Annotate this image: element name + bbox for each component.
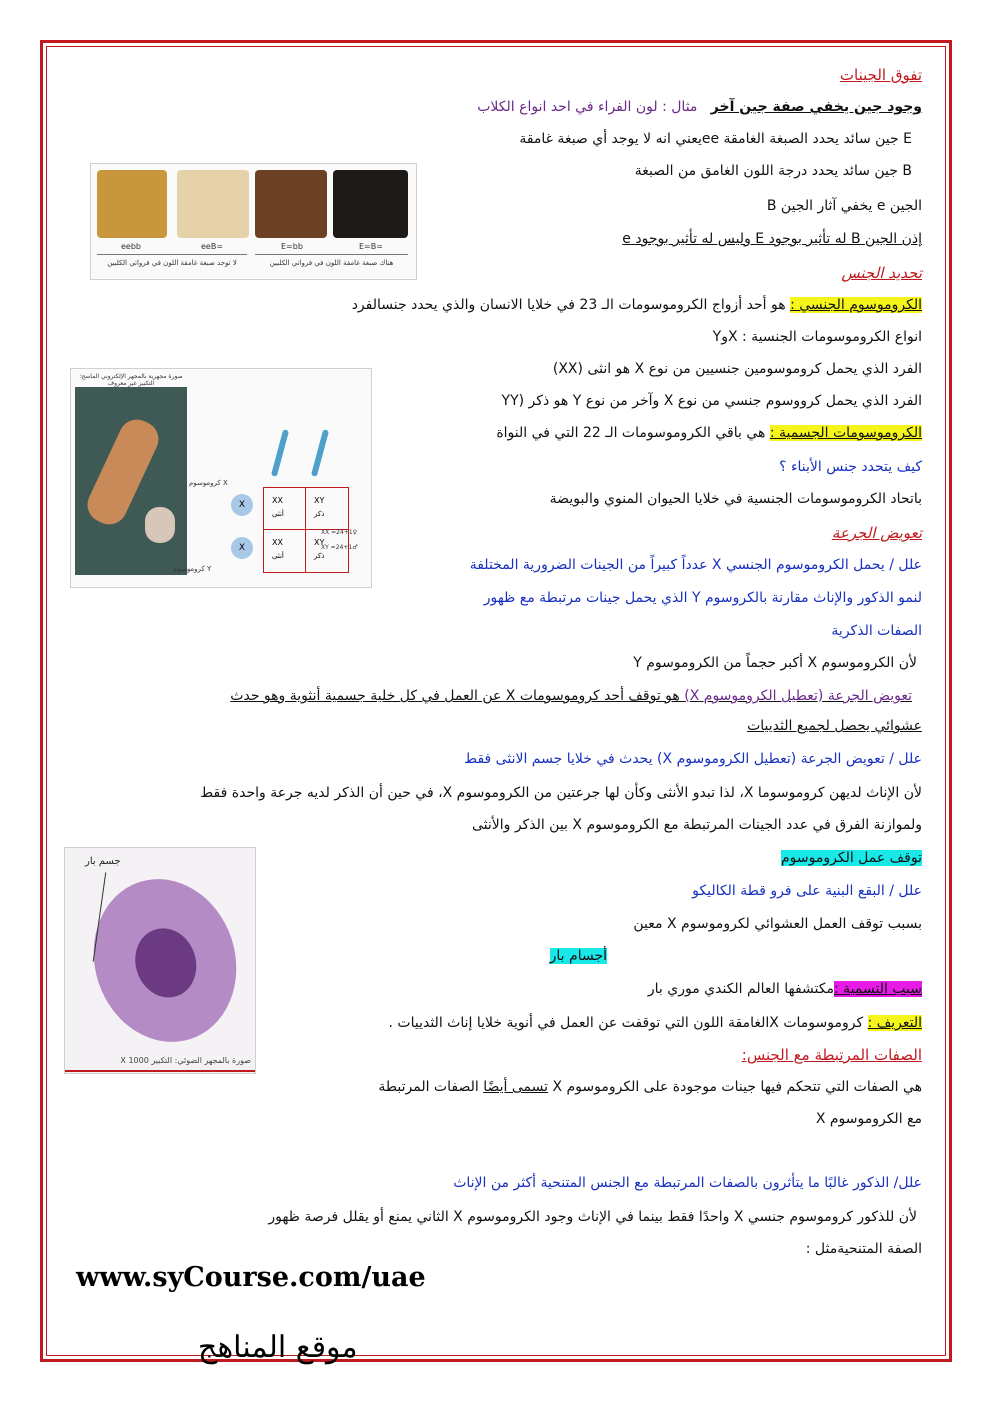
dog-photo-3 — [255, 170, 327, 238]
sex-chromosome-def-text: هو أحد أزواج الكروموسومات الـ 23 في خلايا الانسان والذي يحدد جنسالفرد — [351, 297, 791, 313]
naming-reason — [648, 978, 922, 1000]
formula-female: XX =24+1♀ — [321, 529, 358, 536]
a1: لأن الكروموسوم X أكبر حجماً من الكروموسوم Y — [633, 655, 917, 671]
dog-label-1: eebb — [121, 242, 141, 251]
dosage-def-l2: عشوائي يحصل لجميع الثدييات — [747, 718, 922, 734]
dog-caption-right: هناك صبغة غامقة اللون في فرواتي الكلبين — [269, 259, 394, 267]
sex-chromosome-types: انواع الكروموسومات الجنسية : XوY — [712, 329, 922, 345]
section-title-dosage-compensation: تعويض الجرعة — [831, 524, 922, 542]
formula-male: XY =24+1♂ — [321, 544, 358, 551]
barr-body-figure — [64, 847, 256, 1074]
dogs-figure — [90, 163, 417, 280]
epistasis-def-text: وجود جين يخفي صفة جين آخر — [710, 99, 922, 115]
a3: بسبب توقف العمل العشوائي لكروموسوم X معين — [633, 916, 922, 932]
q1-line2: لنمو الذكور والإناث مقارنة بالكروسوم Y الذي يحمل جينات مرتبطة مع ظهور — [483, 590, 922, 606]
dog-label-2: eeB= — [201, 242, 224, 251]
dosage-definition — [230, 685, 912, 707]
male-xy: الفرد الذي يحمل كرووسوم جنسي من نوع X وآخر من نوع Y هو ذكر (YY — [501, 393, 922, 409]
sex-linked-def-post: الصفات المرتبطة — [378, 1079, 484, 1095]
punnett-sub-1: أنثى — [272, 510, 284, 518]
chrom-fig-title: صورة مجهرية بالمجهر الإلكتروني الماسح: التكبير غير معروف — [79, 373, 183, 387]
punnett-cell-4: XY — [314, 538, 325, 547]
egg-cell-2 — [231, 537, 253, 559]
egg-cell-1 — [231, 494, 253, 516]
dog-bracket-left — [97, 254, 247, 255]
dog-caption-left: لا توجد صبغة غامقة اللون في فرواتي الكلبين — [107, 259, 237, 267]
dog-bracket-right — [255, 254, 408, 255]
sex-linked-def-l1 — [378, 1076, 922, 1098]
chromosome-figure — [70, 368, 372, 588]
chrom-micrograph — [75, 387, 187, 575]
q1-line1: علل / يحمل الكروموسوم الجنسي X عدداً كبيراً من الجينات الضرورية المختلفة — [469, 557, 922, 573]
gene-e-line: E جين سائد يحدد الصبغة الغامقة eeيعني انه لا يوجد أي صبغة غامقة — [519, 131, 912, 147]
sex-linked-def-pre: هي الصفات التي تتحكم فيها جينات موجودة على الكروموسوم X — [548, 1079, 922, 1095]
epistasis-definition — [477, 96, 922, 118]
barr-def-term: التعريف : — [867, 1015, 922, 1031]
gene-b-line: B جين سائد يحدد درجة اللون الغامق من الصبغة — [634, 163, 912, 179]
barr-caption-rule — [65, 1070, 255, 1072]
female-xx: الفرد الذي يحمل كروموسومين جنسيين من نوع X هو انثى (XX) — [552, 361, 922, 377]
naming-term: سبب التسمية : — [833, 981, 922, 997]
barr-caption: صورة بالمجهر الضوئي: التكبير 1000 X — [120, 1056, 251, 1065]
autosome-def-text: هي باقي الكروموسومات الـ 22 التي في النواة — [496, 425, 770, 441]
dog-label-4: E=B= — [359, 242, 383, 251]
sex-chromosome-definition — [352, 294, 922, 316]
x-inactivation-heading — [781, 847, 922, 869]
sex-question: كيف يتحدد جنس الأبناء ؟ — [779, 459, 922, 475]
punnett-sub-2: ذكر — [314, 510, 325, 518]
dosage-term: تعويض الجرعة (تعطيل الكروموسوم X) — [684, 688, 912, 704]
a2-line1: لأن الإناث لديهن كروموسوما X، لذا تبدو الأنثى وكأن لها جرعتين من الكروموسوم X، في حين أن الذكر لديه جرعة واحدة فقط — [200, 785, 922, 801]
dog-photo-1 — [97, 170, 167, 238]
gene-b-conclusion: إذن الجين B له تأثير بوجود E وليس له تأثير بوجود e — [622, 231, 922, 247]
y-chromosome-shape — [145, 507, 175, 543]
punnett-cell-3: XX — [272, 538, 283, 547]
x-inactivation-label: توقف عمل الكروموسوم — [781, 850, 922, 866]
section-title-sex-linked: الصفات المرتبطة مع الجنس: — [741, 1046, 922, 1064]
punnett-divider-v — [305, 488, 306, 572]
dosage-def-l1: هو توقف أحد كروموسومات X عن العمل في كل خلية جسمية أنثوية وهو حدث — [230, 688, 685, 704]
autosome-term: الكروموسومات الجسمية : — [769, 425, 922, 441]
gene-e-hides-b: الجين e يخفي آثار الجين B — [766, 198, 922, 214]
q1-line3: الصفات الذكرية — [831, 623, 922, 639]
barr-def-text: كروموسومات Xالغامقة اللون التي توقفت عن العمل في أنوية خلايا إناث الثدييات . — [388, 1015, 868, 1031]
nucleus-shape — [73, 860, 257, 1060]
epistasis-example: مثال : لون الفراء في احد انواع الكلاب — [477, 99, 698, 115]
label-x-chromosome: كروموسوم X — [189, 479, 228, 487]
dog-photo-4 — [333, 170, 408, 238]
section-title-sex-determination: تحديد الجنس — [841, 264, 922, 282]
a4-line1: لأن للذكور كروموسوم جنسي X واحدًا فقط بينما في الإناث وجود الكروموسوم X الثاني يمنع أو يقلل فرصة ظهور — [268, 1209, 917, 1225]
barr-bodies-heading — [550, 945, 607, 967]
egg-cell-1-label: X — [238, 500, 246, 510]
punnett-cell-1: XX — [272, 496, 283, 505]
barr-body-label: جسم بار — [85, 856, 121, 867]
sperm-1 — [271, 429, 289, 477]
autosome-definition — [496, 422, 922, 444]
site-logo-text: موقع المناهج — [198, 1330, 358, 1365]
sex-answer: باتحاد الكروموسومات الجنسية في خلايا الحيوان المنوي والبويضة — [549, 491, 922, 507]
sex-chromosome-term: الكروموسوم الجنسي : — [790, 297, 922, 313]
q3: علل / البقع البنية على فرو قطة الكاليكو — [692, 883, 922, 899]
site-url[interactable]: www.syCourse.com/uae — [76, 1262, 426, 1293]
label-y-chromosome: كروموسوم Y — [173, 565, 212, 573]
q4: علل/ الذكور غالبًا ما يتأثرون بالصفات المرتبطة مع الجنس المتنحية أكثر من الإناث — [453, 1175, 922, 1191]
sex-linked-def-l2: مع الكروموسوم X — [815, 1111, 922, 1127]
section-title-gene-dominance: تفوق الجينات — [839, 66, 922, 84]
punnett-sub-3: أنثى — [272, 552, 284, 560]
barr-bodies-label: أجسام بار — [549, 948, 607, 964]
dog-photo-2 — [177, 170, 249, 238]
punnett-sub-4: ذكر — [314, 552, 325, 560]
egg-cell-2-label: X — [238, 543, 246, 553]
nucleus-dark-region — [126, 920, 205, 1005]
a4-line2: الصفة المتنحيةمثل : — [805, 1241, 922, 1257]
dog-label-3: E=bb — [281, 242, 303, 251]
punnett-cell-2: XY — [314, 496, 325, 505]
sex-linked-def-ul: تسمى أيضًا — [483, 1079, 548, 1095]
sperm-2 — [311, 429, 329, 477]
a2-line2: ولموازنة الفرق في عدد الجينات المرتبطة مع الكروموسوم X بين الذكر والأنثى — [471, 817, 922, 833]
barr-definition — [389, 1012, 922, 1034]
q2: علل / تعويض الجرعة (تعطيل الكروموسوم X) يحدث في خلايا جسم الانثى فقط — [464, 751, 922, 767]
naming-text: مكتشفها العالم الكندي موري بار — [647, 981, 834, 997]
